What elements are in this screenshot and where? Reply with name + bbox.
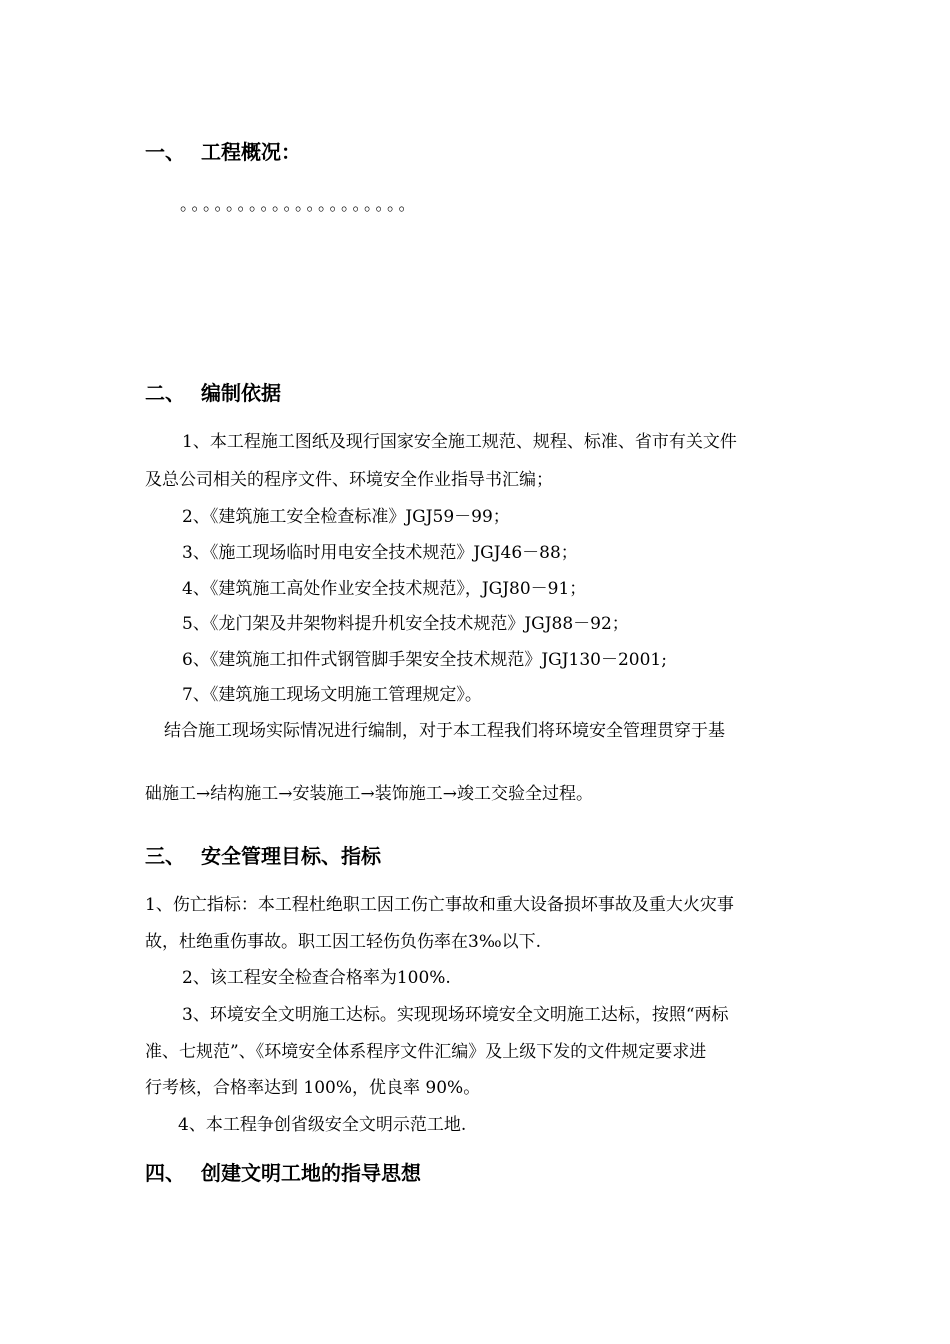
- target-4: 4、本工程争创省级安全文明示范工地.: [178, 1115, 467, 1135]
- basis-summary-line-2: 础施工→结构施工→安装施工→装饰施工→竣工交验全过程。: [145, 784, 593, 804]
- basis-item-5: 5、《龙门架及井架物料提升机安全技术规范》JGJ88－92；: [182, 614, 629, 634]
- basis-item-7: 7、《建筑施工现场文明施工管理规定》。: [182, 685, 482, 705]
- basis-item-6: 6、《建筑施工扣件式钢管脚手架安全技术规范》JGJ130－2001;: [182, 650, 667, 670]
- basis-item-1-line-2: 及总公司相关的程序文件、环境安全作业指导书汇编；: [145, 470, 553, 490]
- target-1-line-1: 1、伤亡指标：本工程杜绝职工因工伤亡事故和重大设备损坏事故及重大火灾事: [145, 895, 734, 915]
- basis-summary-line-1: 结合施工现场实际情况进行编制，对于本工程我们将环境安全管理贯穿于基: [164, 721, 725, 741]
- target-3-line-2: 准、七规范”、《环境安全体系程序文件汇编》及上级下发的文件规定要求进: [145, 1042, 707, 1062]
- overview-placeholder: 。。。。。。。。。。。。。。。。。。。。: [180, 195, 419, 215]
- basis-item-2: 2、《建筑施工安全检查标准》JGJ59－99；: [182, 507, 510, 527]
- section-heading-targets: 三、 安全管理目标、指标: [145, 844, 381, 868]
- target-3-line-3: 行考核，合格率达到 100%，优良率 90%。: [145, 1078, 481, 1098]
- section-heading-overview: 一、 工程概况：: [145, 140, 301, 164]
- section-heading-guiding-ideology: 四、 创建文明工地的指导思想: [145, 1161, 421, 1185]
- basis-item-4: 4、《建筑施工高处作业安全技术规范》，JGJ80－91；: [182, 579, 587, 599]
- target-3-line-1: 3、环境安全文明施工达标。实现现场环境安全文明施工达标，按照“两标: [182, 1005, 729, 1025]
- basis-item-1-line-1: 1、本工程施工图纸及现行国家安全施工规范、规程、标准、省市有关文件: [182, 432, 737, 452]
- target-2: 2、该工程安全检查合格率为100%.: [182, 968, 451, 988]
- basis-item-3: 3、《施工现场临时用电安全技术规范》JGJ46－88；: [182, 543, 578, 563]
- target-1-line-2: 故，杜绝重伤事故。职工因工轻伤负伤率在3‰以下.: [145, 932, 542, 952]
- section-heading-basis: 二、 编制依据: [145, 381, 281, 405]
